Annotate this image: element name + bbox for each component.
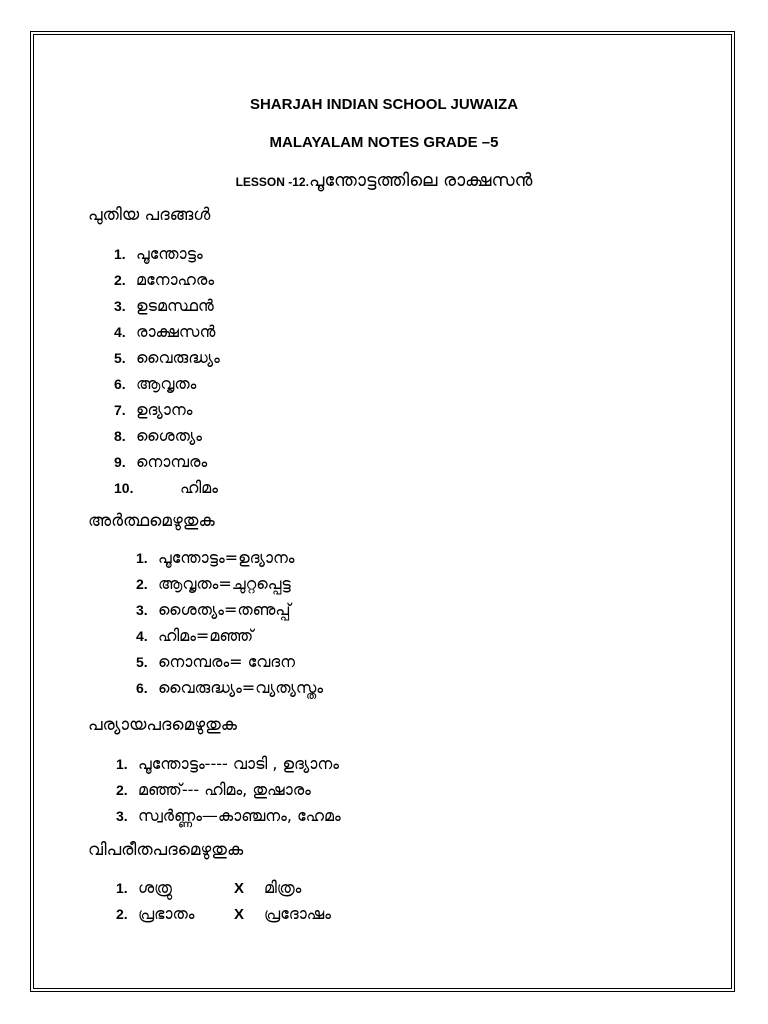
item-number: 1. — [116, 880, 128, 896]
item-text: പൂന്തോട്ടം---- വാടി , ഉദ്യാനം — [138, 754, 339, 773]
list-item — [116, 754, 341, 780]
meanings-heading: അർത്ഥമെഴുതുക — [88, 511, 215, 531]
item-text: പൂന്തോട്ടം — [136, 244, 203, 263]
list-item — [136, 626, 323, 652]
item-opposite: മിത്രം — [264, 878, 302, 897]
item-text: നൊമ്പരം= വേദന — [158, 652, 296, 671]
item-text: രാക്ഷസൻ — [136, 322, 216, 341]
item-number: 9. — [114, 454, 126, 470]
meanings-list — [136, 548, 323, 704]
list-item — [116, 878, 331, 904]
notes-title: MALAYALAM NOTES GRADE –5 — [269, 134, 499, 151]
lesson-code: LESSON -12. — [235, 175, 309, 189]
item-text: ശൈത്യം — [136, 426, 202, 445]
list-item — [116, 780, 341, 806]
item-text: ആവൃതം — [136, 374, 197, 393]
item-number: 2. — [136, 576, 148, 592]
opposite-separator: X — [234, 906, 245, 923]
item-opposite: പ്രദോഷം — [264, 904, 331, 923]
item-number: 4. — [136, 628, 148, 644]
list-item — [114, 322, 220, 348]
item-text: സ്വർണ്ണം—കാഞ്ചനം, ഹേമം — [138, 806, 341, 825]
item-number: 6. — [114, 376, 126, 392]
item-number: 8. — [114, 428, 126, 444]
list-item — [114, 400, 220, 426]
list-item — [114, 478, 220, 504]
synonyms-list — [116, 754, 341, 832]
item-number: 7. — [114, 402, 126, 418]
item-text: വൈരുദ്ധ്യം — [136, 348, 220, 367]
synonyms-heading: പര്യായപദമെഴുതുക — [88, 715, 238, 735]
list-item — [116, 904, 331, 930]
list-item — [136, 652, 323, 678]
list-item — [136, 600, 323, 626]
school-name: SHARJAH INDIAN SCHOOL JUWAIZA — [249, 96, 519, 113]
item-number: 2. — [114, 272, 126, 288]
opposites-heading: വിപരീതപദമെഴുതുക — [88, 840, 244, 860]
item-number: 3. — [136, 602, 148, 618]
item-number: 1. — [136, 550, 148, 566]
item-text: ഉദ്യാനം — [136, 400, 193, 419]
list-item — [114, 296, 220, 322]
list-item — [114, 374, 220, 400]
item-text: ശൈത്യം=തണുപ്പ് — [158, 600, 291, 619]
item-text: പൂന്തോട്ടം=ഉദ്യാനം — [158, 548, 295, 567]
item-text: വൈരുദ്ധ്യം=വ്യത്യസ്തം — [158, 678, 324, 697]
item-text: മഞ്ഞ്--- ഹിമം, തുഷാരം — [138, 780, 311, 799]
item-number: 1. — [114, 246, 126, 262]
item-number: 2. — [116, 906, 128, 922]
new-words-list — [114, 244, 220, 504]
item-number: 5. — [136, 654, 148, 670]
item-number: 10. — [114, 480, 134, 496]
item-word: പ്രഭാതം — [138, 904, 195, 923]
item-number: 4. — [114, 324, 126, 340]
item-word: ശത്രു — [138, 878, 172, 897]
list-item — [136, 574, 323, 600]
list-item — [114, 270, 220, 296]
lesson-heading — [0, 170, 768, 191]
item-text: നൊമ്പരം — [136, 452, 208, 471]
lesson-title: പൂന്തോട്ടത്തിലെ രാക്ഷസൻ — [308, 170, 533, 191]
item-number: 1. — [116, 756, 128, 772]
item-text: ആവൃതം=ചുറ്റപ്പെട്ട — [158, 574, 291, 593]
list-item — [136, 548, 323, 574]
item-number: 6. — [136, 680, 148, 696]
list-item — [116, 806, 341, 832]
item-text: ഹിമം — [180, 478, 218, 497]
opposite-separator: X — [234, 880, 245, 897]
opposites-list — [116, 878, 331, 930]
list-item — [114, 348, 220, 374]
item-number: 3. — [114, 298, 126, 314]
new-words-heading: പുതിയ പദങ്ങൾ — [88, 205, 211, 225]
item-text: ഉടമസ്ഥൻ — [136, 296, 214, 315]
item-text: ഹിമം=മഞ്ഞ് — [158, 626, 254, 645]
list-item — [114, 426, 220, 452]
list-item — [114, 452, 220, 478]
item-text: മനോഹരം — [136, 270, 215, 289]
list-item — [114, 244, 220, 270]
item-number: 3. — [116, 808, 128, 824]
item-number: 2. — [116, 782, 128, 798]
list-item — [136, 678, 323, 704]
item-number: 5. — [114, 350, 126, 366]
